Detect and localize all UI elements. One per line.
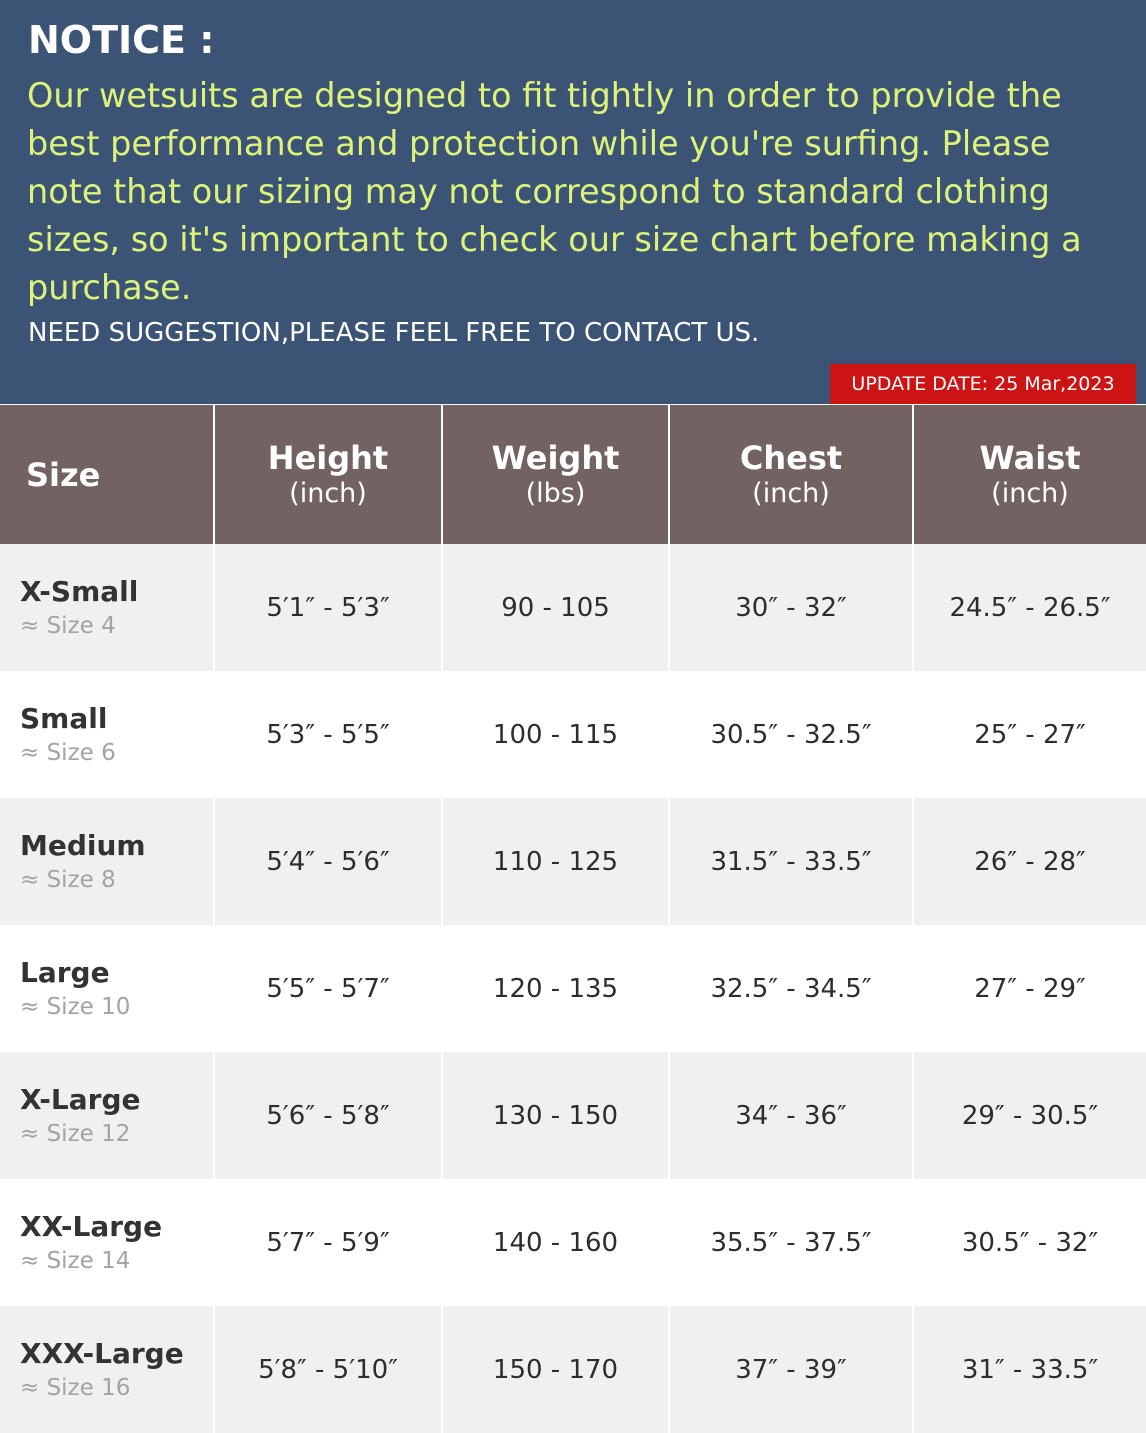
chest-cell: 30″ - 32″ — [669, 544, 913, 671]
chest-cell: 37″ - 39″ — [669, 1306, 913, 1433]
waist-cell: 25″ - 27″ — [913, 671, 1146, 798]
size-equivalent: ≈ Size 4 — [20, 612, 116, 639]
size-cell — [0, 1052, 214, 1179]
header-unit: (lbs) — [525, 477, 586, 509]
height-cell: 5′3″ - 5′5″ — [214, 671, 442, 798]
size-name: Small — [20, 701, 108, 735]
height-cell: 5′6″ - 5′8″ — [214, 1052, 442, 1179]
size-name: Medium — [20, 828, 146, 862]
size-cell — [0, 1306, 214, 1433]
chest-cell: 35.5″ - 37.5″ — [669, 1179, 913, 1306]
weight-cell: 90 - 105 — [442, 544, 669, 671]
size-name: Large — [20, 955, 110, 989]
table-row — [0, 1306, 1146, 1433]
weight-cell: 110 - 125 — [442, 798, 669, 925]
weight-cell: 150 - 170 — [442, 1306, 669, 1433]
header-height — [214, 405, 442, 544]
waist-cell: 27″ - 29″ — [913, 925, 1146, 1052]
height-cell: 5′8″ - 5′10″ — [214, 1306, 442, 1433]
height-cell: 5′4″ - 5′6″ — [214, 798, 442, 925]
weight-cell: 130 - 150 — [442, 1052, 669, 1179]
table-row — [0, 671, 1146, 798]
header-weight — [442, 405, 669, 544]
size-name: XXX-Large — [20, 1336, 184, 1370]
size-cell — [0, 798, 214, 925]
size-equivalent: ≈ Size 14 — [20, 1247, 131, 1274]
header-label: Height — [267, 438, 389, 477]
header-size — [0, 405, 214, 544]
size-name: X-Large — [20, 1082, 141, 1116]
header-label: Weight — [491, 438, 620, 477]
table-row — [0, 1179, 1146, 1306]
size-cell — [0, 671, 214, 798]
table-header-row — [0, 405, 1146, 544]
size-equivalent: ≈ Size 6 — [20, 739, 116, 766]
size-cell — [0, 1179, 214, 1306]
header-label: Waist — [979, 438, 1081, 477]
size-equivalent: ≈ Size 12 — [20, 1120, 131, 1147]
contact-note: NEED SUGGESTION,PLEASE FEEL FREE TO CONTACT US. — [28, 318, 760, 348]
header-unit: (inch) — [752, 477, 830, 509]
size-chart-table — [0, 405, 1146, 1433]
size-equivalent: ≈ Size 8 — [20, 866, 116, 893]
header-label: Size — [26, 455, 101, 494]
chest-cell: 34″ - 36″ — [669, 1052, 913, 1179]
waist-cell: 24.5″ - 26.5″ — [913, 544, 1146, 671]
height-cell: 5′5″ - 5′7″ — [214, 925, 442, 1052]
header-chest — [669, 405, 913, 544]
size-name: X-Small — [20, 574, 139, 608]
header-unit: (inch) — [289, 477, 367, 509]
chest-cell: 31.5″ - 33.5″ — [669, 798, 913, 925]
size-equivalent: ≈ Size 16 — [20, 1374, 131, 1401]
notice-banner — [0, 0, 1146, 404]
header-unit: (inch) — [991, 477, 1069, 509]
chest-cell: 32.5″ - 34.5″ — [669, 925, 913, 1052]
waist-cell: 29″ - 30.5″ — [913, 1052, 1146, 1179]
height-cell: 5′1″ - 5′3″ — [214, 544, 442, 671]
height-cell: 5′7″ - 5′9″ — [214, 1179, 442, 1306]
update-date-badge: UPDATE DATE: 25 Mar,2023 — [830, 364, 1136, 404]
waist-cell: 31″ - 33.5″ — [913, 1306, 1146, 1433]
notice-title: NOTICE : — [28, 18, 215, 62]
size-name: XX-Large — [20, 1209, 163, 1243]
header-label: Chest — [739, 438, 843, 477]
table-row — [0, 544, 1146, 671]
size-cell — [0, 925, 214, 1052]
size-equivalent: ≈ Size 10 — [20, 993, 131, 1020]
waist-cell: 26″ - 28″ — [913, 798, 1146, 925]
size-cell — [0, 544, 214, 671]
table-row — [0, 1052, 1146, 1179]
waist-cell: 30.5″ - 32″ — [913, 1179, 1146, 1306]
weight-cell: 140 - 160 — [442, 1179, 669, 1306]
table-row — [0, 798, 1146, 925]
notice-body: Our wetsuits are designed to fit tightly in order to provide the best performance and protection while you're surfing. Please note that our sizing may not correspond to standard clothing sizes, so it's important to check our size chart before making a purchase. — [27, 76, 1082, 307]
header-waist — [913, 405, 1146, 544]
weight-cell: 100 - 115 — [442, 671, 669, 798]
chest-cell: 30.5″ - 32.5″ — [669, 671, 913, 798]
weight-cell: 120 - 135 — [442, 925, 669, 1052]
table-row — [0, 925, 1146, 1052]
